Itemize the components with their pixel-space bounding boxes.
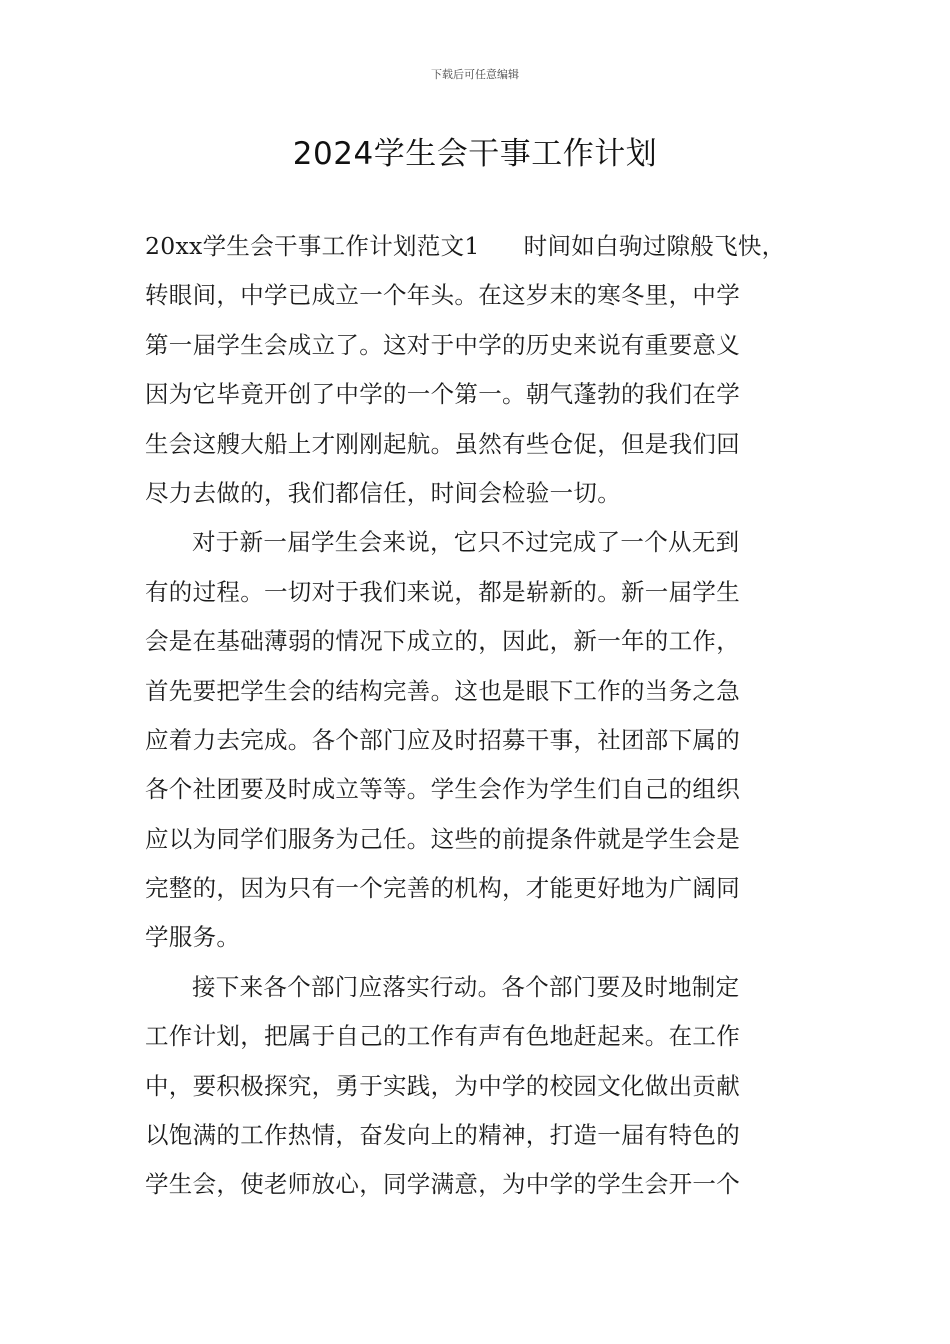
document-body bbox=[145, 222, 835, 1210]
text-line: 应着力去完成。各个部门应及时招募干事，社团部下属的 bbox=[145, 725, 740, 754]
text-line: 生会这艘大船上才刚刚起航。虽然有些仓促，但是我们回 bbox=[145, 429, 740, 458]
text-line: 对于新一届学生会来说，它只不过完成了一个从无到 bbox=[192, 528, 740, 557]
text-line: 尽力去做的，我们都信任，时间会检验一切。 bbox=[145, 478, 621, 507]
paragraph bbox=[145, 518, 835, 963]
text-line: 完整的，因为只有一个完善的机构，才能更好地为广阔同 bbox=[145, 874, 740, 903]
text-line: 应以为同学们服务为己任。这些的前提条件就是学生会是 bbox=[145, 824, 740, 853]
paragraphs bbox=[145, 271, 835, 1209]
first-line bbox=[145, 222, 835, 271]
first-line-text: 时间如白驹过隙般飞快， bbox=[523, 232, 786, 260]
paragraph bbox=[145, 271, 835, 518]
section-heading: 20xx学生会干事工作计划范文1 bbox=[145, 232, 480, 260]
text-line: 转眼间，中学已成立一个年头。在这岁末的寒冬里，中学 bbox=[145, 281, 740, 310]
paragraph bbox=[145, 963, 835, 1210]
text-line: 有的过程。一切对于我们来说，都是崭新的。新一届学生 bbox=[145, 577, 740, 606]
page-title: 2024学生会干事工作计划 bbox=[292, 136, 658, 172]
text-line: 首先要把学生会的结构完善。这也是眼下工作的当务之急 bbox=[145, 676, 740, 705]
text-line: 学服务。 bbox=[145, 923, 241, 952]
text-line: 第一届学生会成立了。这对于中学的历史来说有重要意义 bbox=[145, 330, 740, 359]
text-line: 学生会，使老师放心，同学满意，为中学的学生会开一个 bbox=[145, 1170, 740, 1199]
text-line: 接下来各个部门应落实行动。各个部门要及时地制定 bbox=[192, 972, 740, 1001]
text-line: 以饱满的工作热情，奋发向上的精神，打造一届有特色的 bbox=[145, 1121, 740, 1150]
text-line: 各个社团要及时成立等等。学生会作为学生们自己的组织 bbox=[145, 775, 740, 804]
header-note: 下载后可任意编辑 bbox=[431, 68, 519, 81]
text-line: 会是在基础薄弱的情况下成立的，因此，新一年的工作， bbox=[145, 627, 740, 656]
text-line: 工作计划，把属于自己的工作有声有色地赶起来。在工作 bbox=[145, 1022, 740, 1051]
text-line: 因为它毕竟开创了中学的一个第一。朝气蓬勃的我们在学 bbox=[145, 380, 740, 409]
text-line: 中，要积极探究，勇于实践，为中学的校园文化做出贡献 bbox=[145, 1071, 740, 1100]
